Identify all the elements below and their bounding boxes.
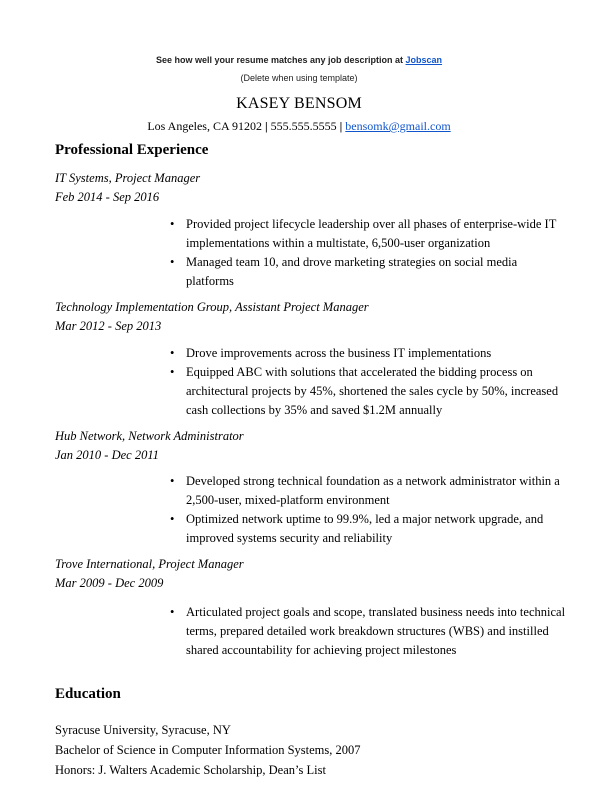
education-heading: Education [55, 686, 121, 702]
job-dates: Mar 2012 - Sep 2013 [55, 319, 162, 333]
bullet-item: • Provided project lifecycle leadership over all phases of enterprise-wide IT implementations within a multistate, 6,500-user organization [186, 215, 566, 253]
bullet-item: • Drove improvements across the business IT implementations [186, 344, 566, 363]
phone: 555.555.5555 [270, 119, 337, 133]
job-dates: Feb 2014 - Sep 2016 [55, 190, 160, 204]
bullet-item: • Managed team 10, and drove marketing strategies on social media platforms [186, 253, 566, 291]
banner-text: See how well your resume matches any job description at [155, 55, 406, 65]
job-title: Hub Network, Network Administrator [55, 429, 244, 443]
job-dates: Jan 2010 - Dec 2011 [55, 448, 159, 462]
job-bullets [186, 603, 566, 660]
separator: | [264, 119, 268, 133]
separator: | [339, 119, 343, 133]
bullet-item: • Equipped ABC with solutions that accelerated the bidding process on architectural projects by 45%, shortened the sales cycle by 50%, increased cash collections by 35% and saved $1.2M annually [186, 363, 566, 420]
job-bullets [186, 344, 566, 420]
job-title: IT Systems, Project Manager [55, 171, 201, 185]
experience-heading: Professional Experience [55, 142, 209, 158]
education-school: Syracuse University, Syracuse, NY [55, 723, 231, 737]
job-dates: Mar 2009 - Dec 2009 [55, 576, 164, 590]
email-link[interactable]: bensomk@gmail.com [345, 119, 451, 133]
education-honors: Honors: J. Walters Academic Scholarship, Dean’s List [55, 763, 326, 777]
bullet-item: • Developed strong technical foundation as a network administrator within a 2,500-user, mixed-platform environment [186, 472, 566, 510]
jobscan-link[interactable]: Jobscan [405, 55, 443, 65]
bullet-item: • Optimized network uptime to 99.9%, led a major network upgrade, and improved systems security and reliability [186, 510, 566, 548]
job-title: Technology Implementation Group, Assistant Project Manager [55, 300, 369, 314]
contact-line [0, 119, 598, 134]
job-title: Trove International, Project Manager [55, 557, 244, 571]
education-degree: Bachelor of Science in Computer Information Systems, 2007 [55, 743, 361, 757]
job-bullets [186, 215, 566, 291]
location: Los Angeles, CA 91202 [147, 119, 262, 133]
template-note: (Delete when using template) [240, 73, 358, 83]
job-bullets [186, 472, 566, 548]
bullet-item: • Articulated project goals and scope, translated business needs into technical terms, prepared detailed work breakdown structures (WBS) and instilled shared accountability for achieving project milestones [186, 603, 566, 660]
jobscan-banner [0, 55, 598, 65]
candidate-name: KASEY BENSOM [236, 95, 362, 112]
